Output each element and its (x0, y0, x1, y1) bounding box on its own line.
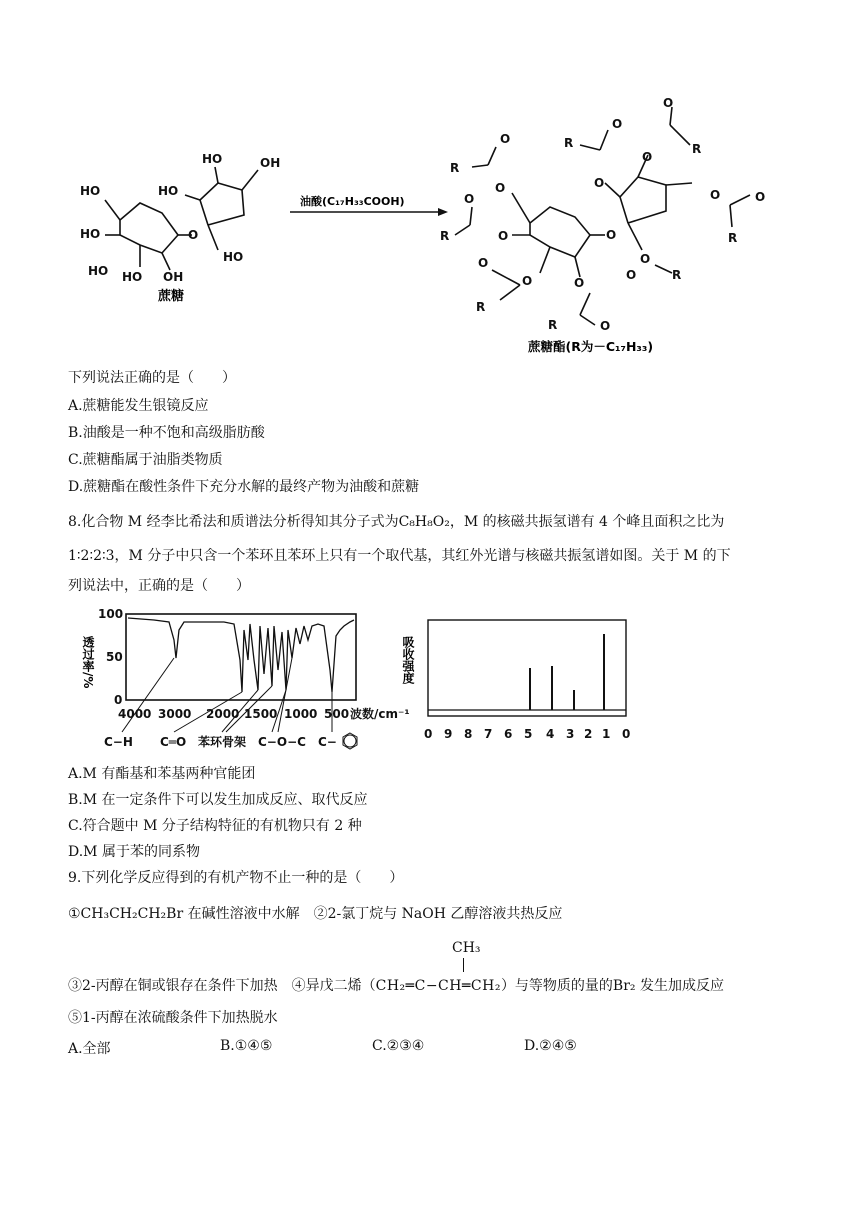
q9-stem: 9.下列化学反应得到的有机产物不止一种的是（ ） (68, 870, 404, 886)
nmr-xtick: 0 (622, 727, 631, 741)
atom-label: O (478, 256, 489, 270)
ir-ytick-50: 50 (106, 650, 123, 664)
q7-option-c: C.蔗糖酯属于油脂类物质 (68, 452, 223, 468)
ir-ylabel: 透过率/% (81, 636, 95, 689)
nmr-xtick: 4 (546, 727, 555, 741)
nmr-xtick: 3 (566, 727, 575, 741)
atom-label: O (574, 276, 585, 290)
ir-annot-coc: C−O−C (258, 735, 306, 749)
atom-label: HO (88, 264, 109, 278)
q8-stem-line1: 8.化合物 M 经李比希法和质谱法分析得知其分子式为C₈H₈O₂，M 的核磁共振氢谱有 4 个峰且面积之比为 (68, 514, 725, 530)
sucrose-label: 蔗糖 (158, 289, 185, 304)
atom-label: R (692, 142, 702, 156)
atom-label: O (594, 176, 605, 190)
q8-stem-line3: 列说法中，正确的是（ ） (68, 578, 250, 594)
q9-option-d: D.②④⑤ (524, 1038, 577, 1054)
q9-item-4-suffix: ）与等物质的量的Br₂ 发生加成反应 (500, 978, 724, 994)
ir-ytick-100: 100 (98, 607, 124, 621)
ir-annot-ring: 苯环骨架 (198, 735, 247, 749)
q9-item-5: ⑤1-丙醇在浓硫酸条件下加热脱水 (68, 1010, 278, 1026)
q7-option-b: B.油酸是一种不饱和高级脂肪酸 (68, 425, 265, 441)
atom-label: O (464, 192, 475, 206)
q9-option-c: C.②③④ (372, 1038, 425, 1054)
atom-label: O (612, 117, 623, 131)
q7-option-a: A.蔗糖能发生银镜反应 (68, 398, 209, 414)
ir-xtick-1500: 1500 (244, 707, 278, 721)
atom-label: O (710, 188, 721, 202)
nmr-xtick: 5 (524, 727, 533, 741)
ir-annot-cph: C− (318, 735, 337, 749)
nmr-xtick: 8 (464, 727, 473, 741)
atom-label: O (640, 252, 651, 266)
q7-option-d: D.蔗糖酯在酸性条件下充分水解的最终产物为油酸和蔗糖 (68, 479, 420, 495)
q8-option-c: C.符合题中 M 分子结构特征的有机物只有 2 种 (68, 818, 362, 834)
atom-label: O (600, 319, 611, 333)
ir-annot-co: C═O (160, 735, 187, 749)
atom-label: R (450, 161, 460, 175)
q9-item-3-4-prefix: ③2-丙醇在铜或银存在条件下加热 ④异戊二烯（ (68, 978, 376, 994)
atom-label: HO (80, 227, 101, 241)
nmr-spectrum-figure (401, 618, 644, 746)
atom-label: HO (202, 152, 223, 166)
ester-label: 蔗糖酯(R为－C₁₇H₃₃) (528, 339, 654, 354)
q9-item-3-4 (68, 976, 724, 996)
atom-label: R (440, 229, 450, 243)
isoprene-ch3: CH₃ (452, 940, 481, 956)
isoprene-formula: CH₂═C−CH═CH₂ (375, 978, 501, 994)
nmr-xtick: 7 (484, 727, 493, 741)
ir-ytick-0: 0 (114, 693, 123, 707)
atom-label: R (672, 268, 682, 282)
nmr-xtick: 0 (424, 727, 433, 741)
atom-label: HO (122, 270, 143, 284)
nmr-xtick: 1 (602, 727, 611, 741)
atom-label: OH (163, 270, 184, 284)
atom-label: O (606, 228, 617, 242)
nmr-xtick: 2 (584, 727, 593, 741)
q9-option-b: B.①④⑤ (220, 1038, 273, 1054)
atom-label: R (476, 300, 486, 314)
ir-spectrum-curve (128, 618, 354, 692)
q8-stem-line2: 1∶2∶2∶3，M 分子中只含一个苯环且苯环上只有一个取代基，其红外光谱与核磁共振氢谱如图。关于 M 的下 (68, 548, 731, 564)
atom-label: O (626, 268, 637, 282)
ir-xtick-1000: 1000 (284, 707, 318, 721)
q8-option-d: D.M 属于苯的同系物 (68, 844, 200, 860)
atom-label: O (642, 150, 653, 164)
atom-label: O (663, 96, 674, 110)
q8-option-b: B.M 在一定条件下可以发生加成反应、取代反应 (68, 792, 368, 808)
atom-label: HO (158, 184, 179, 198)
atom-label: O (500, 132, 511, 146)
ir-xtick-3000: 3000 (158, 707, 192, 721)
atom-label: R (548, 318, 558, 332)
ir-xlabel: 波数/cm⁻¹ (350, 707, 410, 721)
ir-xtick-2000: 2000 (206, 707, 240, 721)
atom-label: O (522, 274, 533, 288)
atom-label: R (728, 231, 738, 245)
atom-label: O (498, 229, 509, 243)
sucrose-reaction-figure (60, 95, 780, 365)
q9-option-a: A.全部 (68, 1041, 111, 1057)
q8-option-a: A.M 有酯基和苯基两种官能团 (68, 766, 256, 782)
ir-xtick-4000: 4000 (118, 707, 152, 721)
atom-label: O (188, 228, 199, 242)
atom-label: R (564, 136, 574, 150)
nmr-xtick: 6 (504, 727, 513, 741)
isoprene-bond (463, 958, 464, 972)
atom-label: O (495, 181, 506, 195)
nmr-xtick: 9 (444, 727, 453, 741)
reagent-label: 油酸(C₁₇H₃₃COOH) (300, 195, 405, 208)
ir-xtick-500: 500 (324, 707, 350, 721)
atom-label: HO (80, 184, 101, 198)
q7-stem: 下列说法正确的是（ ） (68, 370, 236, 386)
nmr-ylabel: 吸收强度 (401, 636, 415, 684)
q9-item-1-2: ①CH₃CH₂CH₂Br 在碱性溶液中水解 ②2-氯丁烷与 NaOH 乙醇溶液共热反应 (68, 906, 563, 922)
atom-label: OH (260, 156, 281, 170)
atom-label: HO (223, 250, 244, 264)
ir-annot-ch: C−H (104, 735, 133, 749)
atom-label: O (755, 190, 766, 204)
